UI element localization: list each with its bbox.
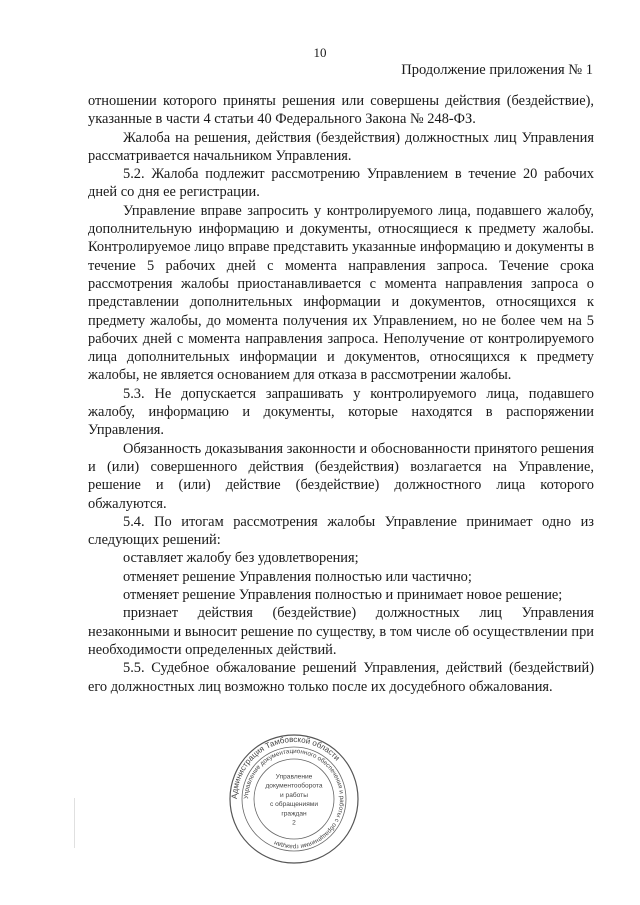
margin-mark xyxy=(74,798,75,848)
stamp-center-line: 2 xyxy=(292,819,296,827)
paragraph: 5.2. Жалоба подлежит рассмотрению Управлением в течение 20 рабочих дней со дня ее регистрации. xyxy=(88,166,594,201)
stamp-center-line: документооборота xyxy=(265,782,323,790)
stamp-outer-text: Администрация Тамбовской области xyxy=(229,734,342,800)
paragraph: Жалоба на решения, действия (бездействия) должностных лиц Управления рассматривается начальником Управления. xyxy=(88,129,594,164)
document-body xyxy=(88,92,594,696)
paragraph: отношении которого приняты решения или совершены действия (бездействие), указанные в части 4 статьи 40 Федерального Закона № 248-ФЗ. xyxy=(88,93,594,128)
stamp-middle-text: Управление документационного обеспечения и работы с обращениями граждан xyxy=(242,747,346,851)
stamp-center-line: с обращениями xyxy=(269,801,319,809)
stamp-center-text xyxy=(265,774,322,827)
paragraph: отменяет решение Управления полностью и принимает новое решение; xyxy=(123,587,563,604)
paragraph: 5.5. Судебное обжалование решений Управления, действий (бездействий) его должностных лиц возможно только после их досудебного обжалования. xyxy=(88,660,594,695)
official-stamp xyxy=(228,733,360,865)
paragraph: отменяет решение Управления полностью или частично; xyxy=(123,568,472,585)
stamp-center-line: Управление xyxy=(275,773,313,781)
paragraph: признает действия (бездействие) должностных лиц Управления незаконными и выносит решение по существу, в том числе об осуществлении при необходимости определенных действий. xyxy=(88,605,594,658)
paragraph: Обязанность доказывания законности и обоснованности принятого решения и (или) совершенного действия (бездействия) возлагается на Управление, решение и (или) действие (бездействие) должностного лица которого обжалуются. xyxy=(88,440,594,512)
page-number: 10 xyxy=(313,45,327,60)
paragraph: 5.4. По итогам рассмотрения жалобы Управление принимает одно из следующих решений: xyxy=(88,513,594,549)
paragraph: оставляет жалобу без удовлетворения; xyxy=(123,550,359,567)
stamp-center-line: и работы xyxy=(280,791,308,799)
paragraph: 5.3. Не допускается запрашивать у контролируемого лица, подавшего жалобу, информацию и документы, которые находятся в распоряжении Управления. xyxy=(88,385,594,439)
paragraph: Управление вправе запросить у контролируемого лица, подавшего жалобу, дополнительную информацию и документы, относящиеся к предмету жалобы. Контролируемое лицо вправе представить указанные информацию и документы в течение 5 рабочих дней с момента направления запроса. Течение срока рассмотрения жалобы приостанавливается с момента направления запроса о представлении дополнительных информации и документов, относящихся к предмету жалобы, до момента получения их Управлением, но не более чем на 5 рабочих дней с момента направления запроса. Неполучение от контролируемого лица дополнительных информации и документов, относящихся к предмету жалобы, не является основанием для отказа в рассмотрении жалобы. xyxy=(88,202,594,384)
appendix-note: Продолжение приложения № 1 xyxy=(401,62,593,78)
stamp-center-line: граждан xyxy=(281,810,307,818)
